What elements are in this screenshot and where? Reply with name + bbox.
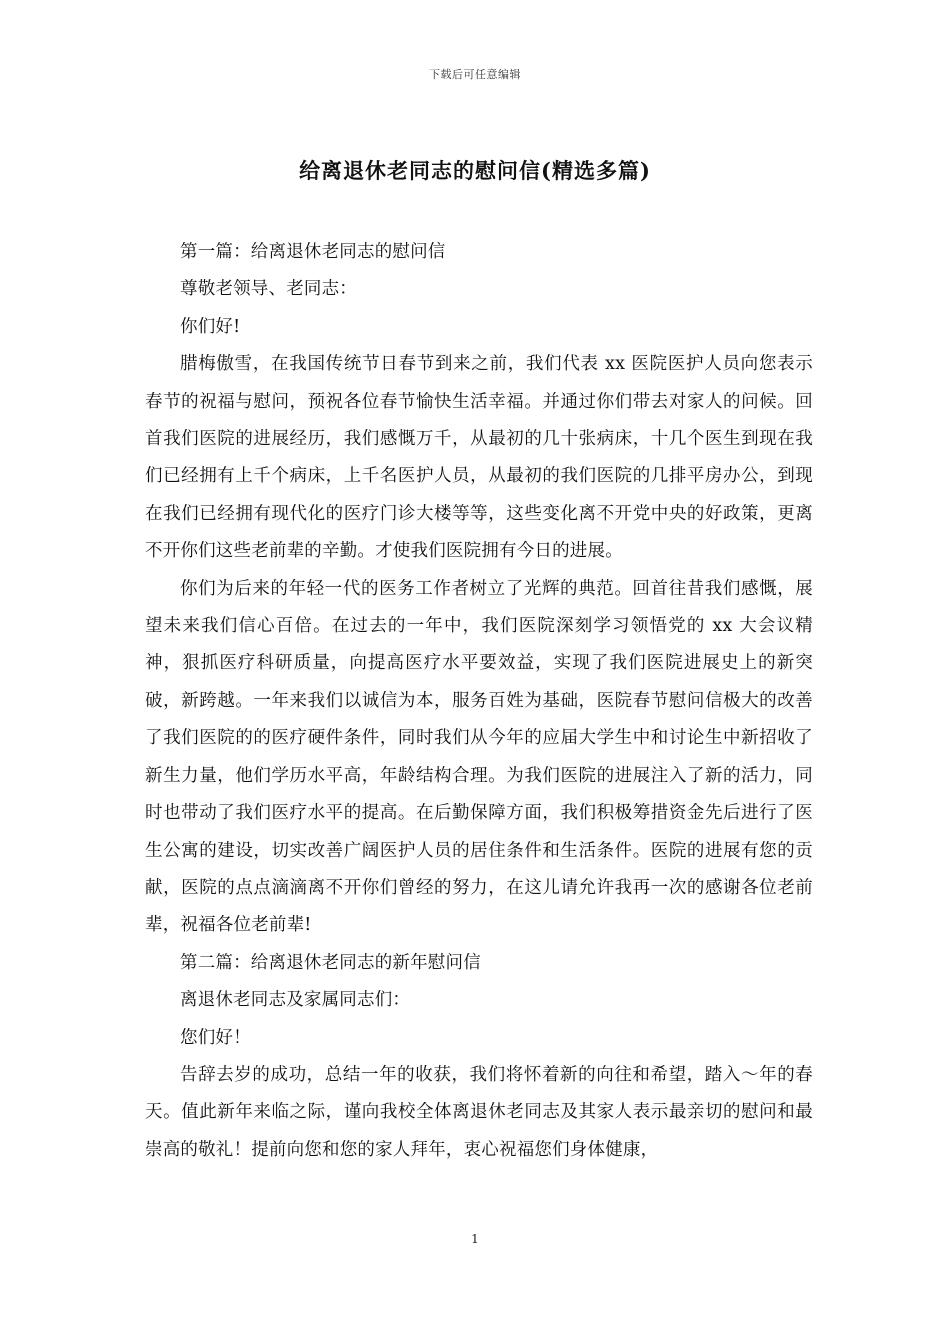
paragraph-body-3: 告辞去岁的成功，总结一年的收获，我们将怀着新的向往和希望，踏入～年的春天。值此新年来临之际，谨向我校全体离退休老同志及其家人表示最亲切的慰问和最崇高的敬礼！提前向您和您的家人拜年，衷心祝福您们身体健康， <box>145 1064 813 1160</box>
header-note: 下载后可任意编辑 <box>429 68 521 81</box>
document-body <box>145 234 813 1169</box>
page-number: 1 <box>471 1232 479 1246</box>
paragraph-salutation-2: 离退休老同志及家属同志们： <box>180 990 411 1011</box>
paragraph-section-1-heading: 第一篇：给离退休老同志的慰问信 <box>180 242 446 262</box>
paragraph-body-1: 腊梅傲雪，在我国传统节日春节到来之前，我们代表 xx 医院医护人员向您表示春节的祝福与慰问，预祝各位春节愉快生活幸福。并通过你们带去对家人的问候。回首我们医院的进展经历，我们感慨万千，从最初的几十张病床，十几个医生到现在我们已经拥有上千个病床，上千名医护人员，从最初的我们医院的几排平房办公，到现在我们已经拥有现代化的医疗门诊大楼等等，这些变化离不开党中央的好政策，更离不开你们这些老前辈的辛勤。才使我们医院拥有今日的进展。 <box>145 354 813 562</box>
page-title: 给离退休老同志的慰问信(精选多篇) <box>299 158 651 183</box>
paragraph-body-2: 你们为后来的年轻一代的医务工作者树立了光辉的典范。回首往昔我们感慨，展望未来我们信心百倍。在过去的一年中，我们医院深刻学习领悟党的 xx 大会议精神，狠抓医疗科研质量，向提高医疗水平要效益，实现了我们医院进展史上的新突破，新跨越。一年来我们以诚信为本，服务百姓为基础，医院春节慰问信极大的改善了我们医院的的医疗硬件条件，同时我们从今年的应届大学生中和讨论生中新招收了新生力量，他们学历水平高，年龄结构合理。为我们医院的进展注入了新的活力，同时也带动了我们医疗水平的提高。在后勤保障方面，我们积极筹措资金先后进行了医生公寓的建设，切实改善广阔医护人员的居住条件和生活条件。医院的进展有您的贡献，医院的点点滴滴离不开你们曾经的努力，在这儿请允许我再一次的感谢各位老前辈，祝福各位老前辈! <box>145 578 813 936</box>
paragraph-salutation-1: 尊敬老领导、老同志： <box>180 279 357 300</box>
paragraph-greeting-2: 您们好！ <box>180 1027 251 1048</box>
paragraph-greeting-1: 你们好! <box>180 316 241 337</box>
paragraph-section-2-heading: 第二篇：给离退休老同志的新年慰问信 <box>180 952 481 973</box>
